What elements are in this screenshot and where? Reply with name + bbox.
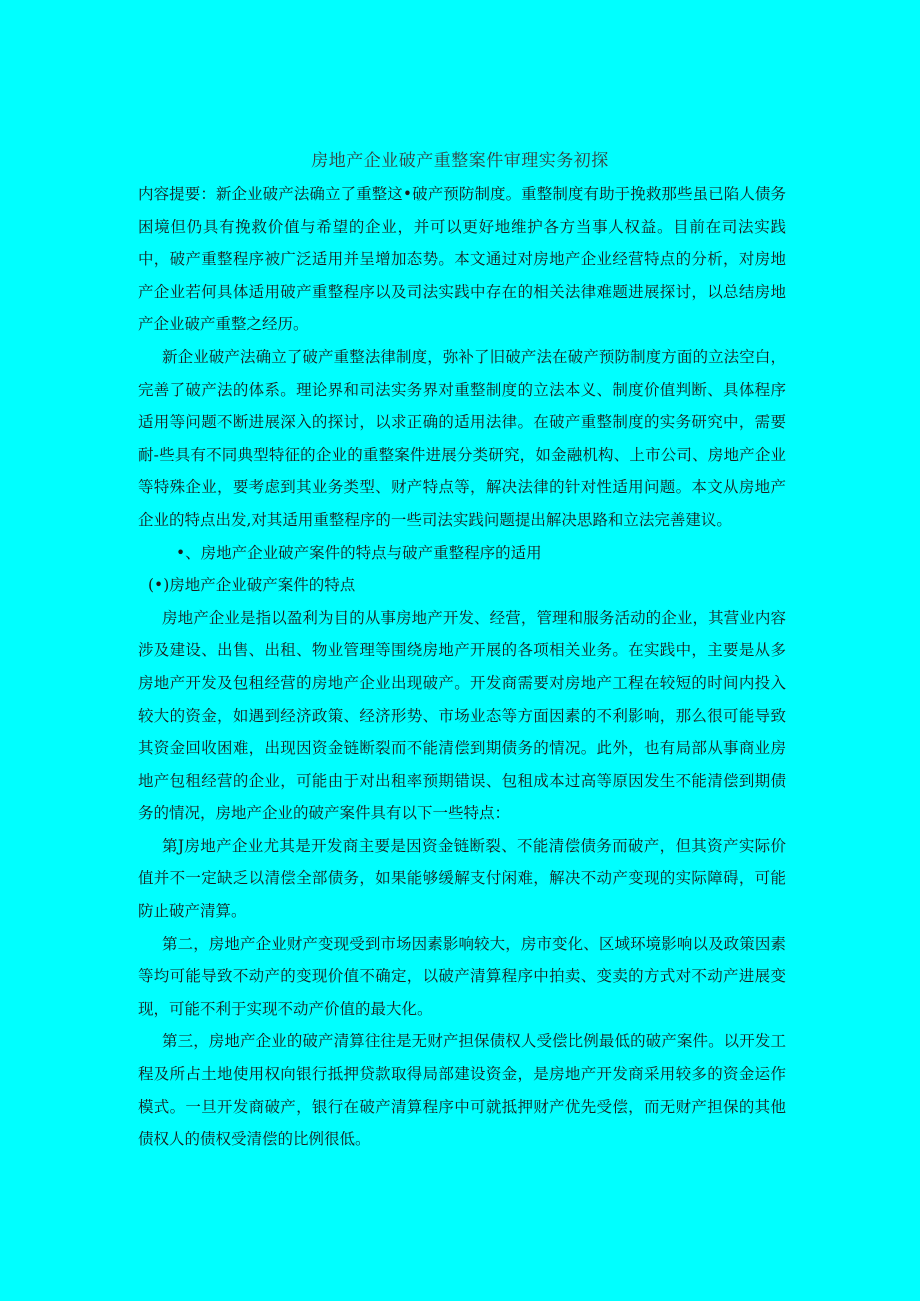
subsection-heading: (•)房地产企业破产案件的特点 [148,576,356,595]
document-title: 房地产企业破产重整案件审理实务初探 [311,151,609,171]
document-body [138,178,786,1156]
body-paragraph: 第J房地产企业尤其是开发商主要是因资金链断裂、不能清偿债务而破产，但其资产实际价值并不一定缺乏以清偿全部债务，如果能够缓解支付闲难，解决不动产变现的实际障碍，可能防止破产清算。 [138,836,786,921]
section-heading: •、房地产企业破产案件的特点与破产重整程序的适用 [176,543,542,562]
abstract-paragraph: 内容提要：新企业破产法确立了重整这•破产预防制度。重整制度有助于挽救那些虽已陷人债务困境但仍具有挽救价值与希望的企业，并可以更好地维护各方当事人权益。目前在司法实践中，破产重整程序被广泛适用并呈增加态势。本文通过对房地产企业经营特点的分析，对房地产企业若何具体适用破产重整程序以及司法实践中存在的相关法律难题进展探讨，以总结房地产企业破产重整之经历。 [138,185,786,334]
intro-paragraph: 新企业破产法确立了破产重整法律制度，弥补了旧破产法在破产预防制度方面的立法空白，完善了破产法的体系。理论界和司法实务界对重整制度的立法本义、制度价值判断、具体程序适用等问题不断进展深入的探讨，以求正确的适用法律。在破产重整制度的实务研究中，需要耐-些具有不同典型特征的企业的重整案件进展分类研究，如金融机构、上市公司、房地产企业等特殊企业，要考虑到其业务类型、财产特点等，解决法律的针对性适用问题。本文从房地产企业的特点出发,对其适用重整程序的一些司法实践问题提出解决思路和立法完善建议。 [138,347,786,529]
body-paragraph: 第三，房地产企业的破产清算往往是无财产担保债权人受偿比例最低的破产案件。以开发工程及所占土地使用权向银行抵押贷款取得局部建设资金，是房地产开发商采用较多的资金运作模式。一旦开发商破产，银行在破产清算程序中可就抵押财产优先受偿，而无财产担保的其他债权人的债权受清偿的比例很低。 [138,1032,786,1149]
body-paragraph: 第二，房地产企业财产变现受到市场因素影响较大，房市变化、区域环境影响以及政策因素等均可能导致不动产的变现价值不确定，以破产清算程序中拍卖、变卖的方式对不动产进展变现，可能不利于实现不动产价值的最大化。 [138,934,786,1018]
body-paragraph: 房地产企业是指以盈利为目的从事房地产开发、经营，管理和服务活动的企业，其营业内容涉及建设、出售、出租、物业管理等围绕房地产开展的各项相关业务。在实践中，主要是从多房地产开发及包租经营的房地产企业出现破产。开发商需要对房地产工程在较短的时间内投入较大的资金，如遇到经济政策、经济形势、市场业态等方面因素的不利影响，那么很可能导致其资金回收困难，出现因资金链断裂而不能清偿到期债务的情况。此外，也有局部从事商业房地产包租经营的企业，可能由于对出租率预期错误、包租成本过高等原因发生不能清偿到期债务的情况，房地产企业的破产案件具有以下一些特点： [138,608,786,823]
